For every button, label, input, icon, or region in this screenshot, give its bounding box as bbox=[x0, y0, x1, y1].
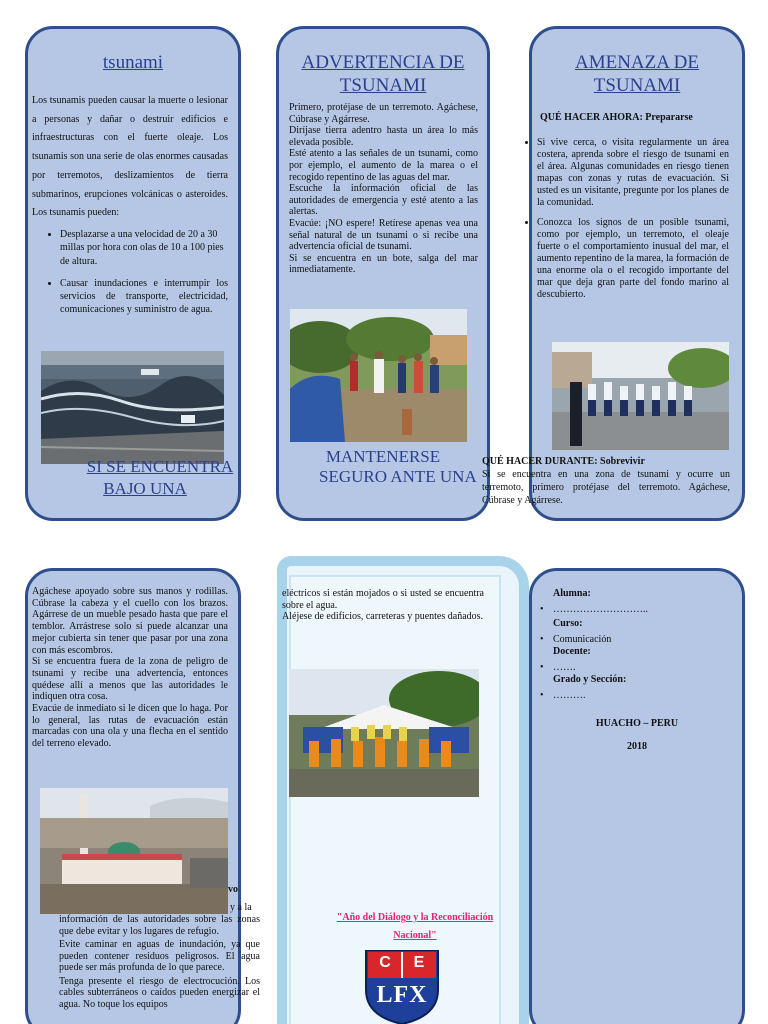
datos-value-text: ……………………….. bbox=[553, 604, 648, 615]
datos-label-alumna: Alumna: bbox=[553, 588, 591, 599]
datos-label-grado: Grado y Sección: bbox=[553, 674, 627, 685]
year-label: 2018 bbox=[627, 741, 647, 752]
panel-amenaza-title-line2: TSUNAMI bbox=[593, 75, 681, 96]
mantenerse-line2: SEGURO ANTE UNA bbox=[319, 467, 477, 486]
agachese-lower-para: Evite caminar en aguas de inundación, ya que pueden contener residuos peligrosos. El agua puede ser más profunda de lo que parece. bbox=[59, 939, 260, 973]
datos-row bbox=[540, 674, 730, 702]
datos-label-curso: Curso: bbox=[553, 618, 583, 629]
amenaza-subhead: QUÉ HACER AHORA: Prepararse bbox=[540, 112, 693, 123]
agachese-para: Evacúe de inmediato si le dicen que lo haga. Por lo general, las rutas de evacuación están marcadas con una ola y una flecha en el sentido del terreno elevado. bbox=[32, 703, 228, 750]
advertencia-para: Evacúe: ¡NO espere! Retírese apenas vea una señal natural de un tsunami o si recibe una advertencia oficial de tsunami. bbox=[289, 217, 478, 253]
students-march-photo bbox=[552, 342, 729, 450]
agachese-para: Si se encuentra fuera de la zona de peligro de tsunami y recibe una advertencia, entonces quédese allí a menos que las autoridades le indiquen otra cosa. bbox=[32, 656, 228, 703]
durante-head: QUÉ HACER DURANTE: Sobrevivir bbox=[482, 456, 645, 467]
frame-para: eléctricos si están mojados o si usted se encuentra sobre el agua. bbox=[282, 588, 484, 611]
tsunami-wave-photo bbox=[41, 351, 224, 464]
agachese-para: Agáchese apoyado sobre sus manos y rodillas. Cúbrase la cabeza y el cuello con los brazos. Agárrese de un mueble pesado hasta que pare el temblor. Arrástrese solo si puede alcanzar una mejor cubierta sin tener que pasar por una zona con más escombros. bbox=[32, 586, 228, 656]
panel-advertencia-title-line2: TSUNAMI bbox=[339, 75, 427, 96]
datos-label-docente: Docente: bbox=[553, 646, 591, 657]
advertencia-para: Escuche la información oficial de las autoridades de emergencia y esté atento a las alertas. bbox=[289, 183, 478, 218]
amenaza-bullet: • Conozca los signos de un posible tsunami, como por ejemplo, un terremoto, el oleaje fuerte o el comportamiento inusual del mar, el aumento repentino de la marea, la formación de una enorme ola o el recogido importante del mar que deja gran parte del fondo marino al descubierto. bbox=[537, 217, 729, 300]
overlay-text-line2: BAJO UNA bbox=[103, 479, 187, 498]
datos-list bbox=[540, 588, 730, 702]
durante-block bbox=[482, 455, 730, 507]
fragment-ya: y a la bbox=[230, 902, 252, 913]
overlay-text-line1: SI SE ENCUENTRA bbox=[86, 457, 234, 476]
panel-advertencia-body bbox=[289, 102, 478, 276]
advertencia-para: Primero, protéjase de un terremoto. Agáchese, Cúbrase y Agárrese. bbox=[289, 102, 478, 125]
advertencia-para: Esté atento a las señales de un tsunami, como por ejemplo, el aumento de la marea o el recogido repentino de las aguas del mar. bbox=[289, 148, 478, 183]
panel-frame-body bbox=[282, 588, 484, 623]
tsunami-bullets bbox=[60, 228, 228, 317]
mantenerse-line1: MANTENERSE bbox=[325, 447, 441, 466]
datos-value-alumna: • ……………………….. bbox=[540, 604, 648, 615]
panel-amenaza-body bbox=[515, 132, 729, 310]
datos-value-text: ………. bbox=[553, 690, 586, 701]
agachese-lower-para: Tenga presente el riesgo de electrocución. Los cables subterráneos o caídos pueden energizar el agua. No toque los equipos bbox=[59, 975, 260, 1010]
volunteers-group-photo bbox=[289, 669, 479, 797]
flooded-mosque-photo bbox=[40, 788, 228, 914]
durante-text: Si se encuentra en una zona de tsunami y ocurre un terremoto, primero protéjase del terremoto. Agáchese, Cúbrase y Agárrese. bbox=[482, 469, 730, 506]
datos-row bbox=[540, 646, 730, 674]
panel-agachese-body bbox=[32, 586, 228, 750]
datos-value-docente: • ……. bbox=[540, 662, 576, 673]
motto-line1: "Año del Diálogo y la Reconciliación bbox=[336, 912, 494, 923]
fragment-vo: vo bbox=[228, 884, 238, 895]
panel-tsunami-title: tsunami bbox=[102, 52, 164, 73]
panel-tsunami-body bbox=[32, 92, 228, 326]
panel-agachese-lower bbox=[59, 914, 260, 1010]
amenaza-bullet: • Si vive cerca, o visita regularmente un área costera, aprenda sobre el riesgo de tsunami en el área. Algunas comunidades en riesgo tienen mapas con zonas y rutas de evacuación. Si usted es un visitante, pregunte por los planes de la comunidad. bbox=[537, 137, 729, 208]
advertencia-para: Si se encuentra en un bote, salga del mar inmediatamente. bbox=[289, 252, 478, 276]
advertencia-para: Diríjase tierra adentro hasta un área lo más elevada posible. bbox=[289, 125, 478, 148]
agachese-lower-para: información de las autoridades sobre las zonas que debe evitar y los lugares de refugio. bbox=[59, 914, 260, 937]
panel-amenaza-title-line1: AMENAZA DE bbox=[574, 52, 700, 73]
frame-para: Aléjese de edificios, carreteras y puentes dañados. bbox=[282, 611, 484, 623]
amenaza-bullets bbox=[537, 137, 729, 301]
logo-letters-lfx: LFX bbox=[376, 982, 428, 1008]
datos-value-curso: • Comunicación bbox=[540, 634, 612, 645]
motto-line2: Nacional" bbox=[393, 930, 437, 941]
logo-letter-c: C bbox=[379, 954, 391, 971]
panel-advertencia-title-line1: ADVERTENCIA DE bbox=[301, 52, 465, 73]
school-logo bbox=[362, 950, 442, 1024]
rescue-team-photo bbox=[290, 309, 467, 442]
datos-value-grado: • ………. bbox=[540, 690, 586, 701]
city-label: HUACHO – PERU bbox=[595, 718, 679, 729]
datos-value-text: Comunicación bbox=[553, 634, 612, 645]
logo-letter-e: E bbox=[413, 954, 425, 971]
datos-value-text: ……. bbox=[553, 662, 576, 673]
tsunami-intro: Los tsunamis pueden causar la muerte o lesionar a personas y dañar o destruir edificios e infraestructuras con el fuerte oleaje. Los tsunamis son una serie de olas enormes causadas por terremotos, deslizamientos de tierra submarinos, erupciones volcánicas o asteroides. Los tsunamis pueden: bbox=[32, 95, 228, 219]
datos-row bbox=[540, 588, 730, 616]
datos-row bbox=[540, 618, 730, 646]
tsunami-bullet: • Causar inundaciones e interrumpir los servicios de transporte, electricidad, comunicaciones y suministro de agua. bbox=[60, 277, 228, 317]
tsunami-bullet: • Desplazarse a una velocidad de 20 a 30 millas por hora con olas de 10 a 100 pies de altura. bbox=[60, 228, 228, 268]
